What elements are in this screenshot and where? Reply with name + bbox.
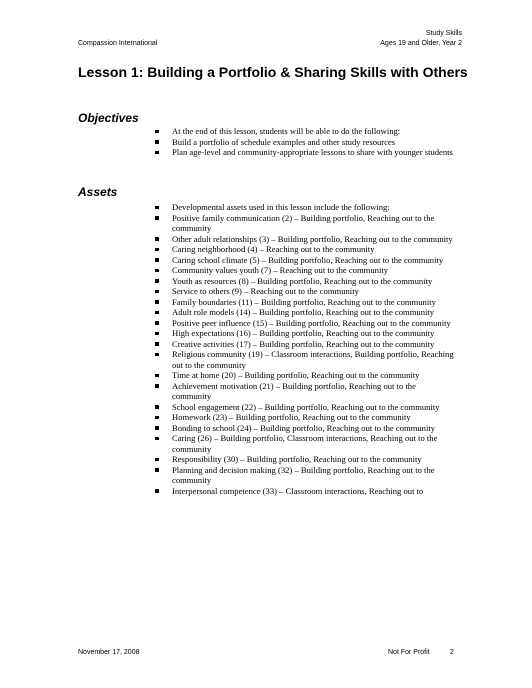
assets-item: Caring school climate (5) – Building portfolio, Reaching out to the community: [155, 255, 455, 266]
objectives-list: [155, 126, 455, 158]
assets-item: Service to others (9) – Reaching out to the community: [155, 286, 455, 297]
header-right: [380, 29, 462, 49]
objectives-item: At the end of this lesson, students will be able to do the following:: [155, 126, 455, 137]
assets-item: Creative activities (17) – Building portfolio, Reaching out to the community: [155, 339, 455, 350]
assets-item: School engagement (22) – Building portfolio, Reaching out to the community: [155, 402, 455, 413]
assets-item: Religious community (19) – Classroom interactions, Building portfolio, Reaching out to the community: [155, 349, 455, 370]
header-organization: Compassion International: [78, 40, 158, 47]
assets-item: Developmental assets used in this lesson include the following:: [155, 202, 455, 213]
objectives-item: Build a portfolio of schedule examples and other study resources: [155, 137, 455, 148]
assets-item: Positive family communication (2) – Building portfolio, Reaching out to the community: [155, 213, 455, 234]
assets-item: Responsibility (30) – Building portfolio, Reaching out to the community: [155, 454, 455, 465]
assets-item: Family boundaries (11) – Building portfolio, Reaching out to the community: [155, 297, 455, 308]
page-number: 2: [450, 649, 454, 656]
assets-heading: Assets: [78, 185, 118, 199]
objectives-item: Plan age-level and community-appropriate lessons to share with younger students: [155, 147, 455, 158]
assets-item: Planning and decision making (32) – Building portfolio, Reaching out to the community: [155, 465, 455, 486]
lesson-title: Lesson 1: Building a Portfolio & Sharing Skills with Others: [78, 64, 468, 80]
assets-item: Caring (26) – Building portfolio, Classroom interactions, Reaching out to the community: [155, 433, 455, 454]
objectives-heading: Objectives: [78, 111, 139, 125]
assets-item: Adult role models (14) – Building portfolio, Reaching out to the community: [155, 307, 455, 318]
assets-item: Other adult relationships (3) – Building portfolio, Reaching out to the community: [155, 234, 455, 245]
assets-item: Homework (23) – Building portfolio, Reaching out to the community: [155, 412, 455, 423]
assets-item: Caring neighborhood (4) – Reaching out to the community: [155, 244, 455, 255]
assets-item: Bonding to school (24) – Building portfolio, Reaching out to the community: [155, 423, 455, 434]
assets-list: [155, 202, 455, 496]
footer-label: Not For Profit: [388, 649, 430, 656]
assets-item: High expectations (16) – Building portfolio, Reaching out to the community: [155, 328, 455, 339]
header-course: Study Skills: [425, 30, 462, 37]
assets-item: Time at home (20) – Building portfolio, Reaching out to the community: [155, 370, 455, 381]
assets-item: Community values youth (7) – Reaching out to the community: [155, 265, 455, 276]
footer-date: November 17, 2008: [78, 649, 140, 656]
assets-item: Interpersonal competence (33) – Classroom interactions, Reaching out to: [155, 486, 455, 497]
header-audience: Ages 19 and Older, Year 2: [380, 40, 462, 47]
assets-item: Youth as resources (8) – Building portfolio, Reaching out to the community: [155, 276, 455, 287]
assets-item: Achievement motivation (21) – Building portfolio, Reaching out to the community: [155, 381, 455, 402]
assets-item: Positive peer influence (15) – Building portfolio, Reaching out to the community: [155, 318, 455, 329]
